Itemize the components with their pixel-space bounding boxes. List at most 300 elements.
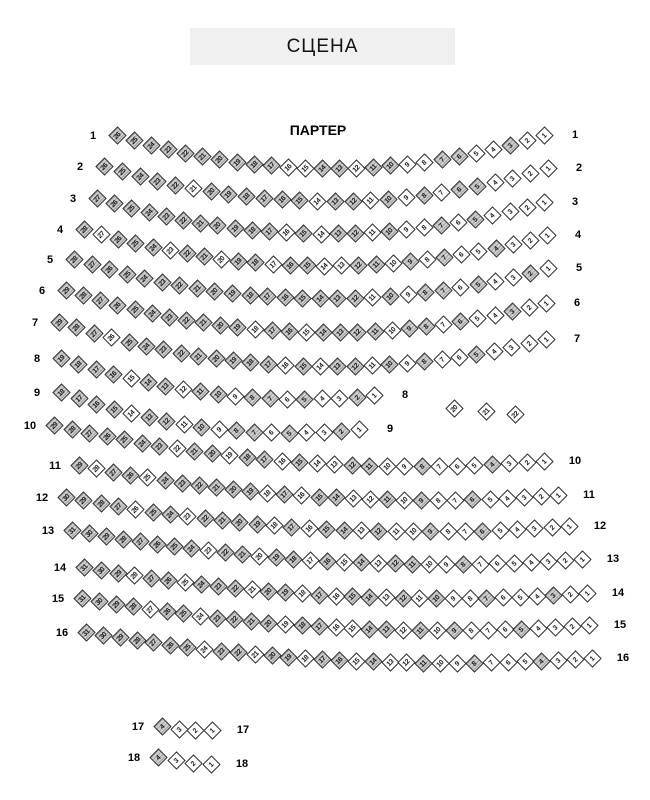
seat-row5-n2[interactable] <box>521 264 539 282</box>
seat-row14-n30[interactable] <box>92 561 110 579</box>
seat-row5-n26[interactable] <box>100 260 118 278</box>
seat-row12-n29[interactable] <box>74 491 92 509</box>
seat-row14-n7[interactable] <box>477 589 495 607</box>
seat-row10-n16[interactable] <box>273 452 291 470</box>
seat-row2-n15[interactable] <box>290 191 308 209</box>
seat-row13-n27[interactable] <box>131 532 149 550</box>
seat-row7-n25[interactable] <box>120 333 138 351</box>
seat-row14-n17[interactable] <box>310 586 328 604</box>
seat-row12-n18[interactable] <box>265 516 283 534</box>
seat-row2-n14[interactable] <box>308 192 326 210</box>
seat-row10-n9[interactable] <box>395 457 413 475</box>
seat-row11-n9[interactable] <box>412 491 430 509</box>
seat-row3-n22[interactable] <box>174 211 192 229</box>
seat-row1-n23[interactable] <box>159 140 177 158</box>
seat-row4-n3[interactable] <box>504 235 522 253</box>
seat-row15-n26[interactable] <box>158 602 176 620</box>
seat-row12-n7[interactable] <box>456 522 474 540</box>
seat-row1-n18[interactable] <box>245 155 263 173</box>
seat-row2-n2[interactable] <box>521 164 539 182</box>
seat-row6-n17[interactable] <box>263 321 281 339</box>
seat-row1-n12[interactable] <box>347 159 365 177</box>
seat-row1-n14[interactable] <box>313 159 331 177</box>
seat-row13-n9[interactable] <box>437 555 455 573</box>
seat-row14-n19[interactable] <box>276 583 294 601</box>
seat-row11-n12[interactable] <box>361 490 379 508</box>
seat-row1-n16[interactable] <box>279 158 297 176</box>
seat-row18-n4[interactable] <box>149 748 167 766</box>
seat-row18-n3[interactable] <box>167 751 185 769</box>
seat-row1-n10[interactable] <box>381 156 399 174</box>
seat-row1-n15[interactable] <box>296 159 314 177</box>
seat-row15-n12[interactable] <box>394 621 412 639</box>
seat-row6-n28[interactable] <box>74 286 92 304</box>
seat-row5-n18[interactable] <box>241 286 259 304</box>
seat-row14-n28[interactable] <box>125 566 143 584</box>
seat-row4-n18[interactable] <box>246 253 264 271</box>
seat-row16-n4[interactable] <box>532 652 550 670</box>
seat-row12-n23[interactable] <box>178 507 196 525</box>
seat-row5-n17[interactable] <box>258 287 276 305</box>
seat-row12-n25[interactable] <box>144 503 162 521</box>
seat-row16-n30[interactable] <box>94 626 112 644</box>
seat-row1-n24[interactable] <box>142 136 160 154</box>
seat-row5-n14[interactable] <box>311 289 329 307</box>
seat-row11-n15[interactable] <box>310 488 328 506</box>
seat-row1-n3[interactable] <box>501 136 519 154</box>
seat-row13-n3[interactable] <box>539 552 557 570</box>
seat-row6-n20[interactable] <box>211 316 229 334</box>
seat-row16-n12[interactable] <box>397 653 415 671</box>
seat-row14-n25[interactable] <box>176 573 194 591</box>
seat-row15-n3[interactable] <box>546 618 564 636</box>
seat-row11-n2[interactable] <box>532 487 550 505</box>
seat-row3-n21[interactable] <box>191 214 209 232</box>
seat-row4-n2[interactable] <box>521 231 539 249</box>
seat-row4-n11[interactable] <box>367 255 385 273</box>
seat-row10-n21[interactable] <box>185 442 203 460</box>
seat-row14-n2[interactable] <box>561 585 579 603</box>
seat-row2-n6[interactable] <box>450 180 468 198</box>
seat-row15-n18[interactable] <box>293 616 311 634</box>
seat-row3-n1[interactable] <box>535 193 553 211</box>
seat-row8-n1[interactable] <box>365 386 383 404</box>
seat-row13-n13[interactable] <box>369 554 387 572</box>
seat-row9-n6[interactable] <box>262 423 280 441</box>
seat-row1-n25[interactable] <box>125 131 143 149</box>
seat-row12-n10[interactable] <box>404 522 422 540</box>
seat-row8-n3[interactable] <box>330 389 348 407</box>
seat-row16-n10[interactable] <box>431 654 449 672</box>
seat-row4-n17[interactable] <box>264 255 282 273</box>
seat-row14-n5[interactable] <box>511 588 529 606</box>
seat-row12-n6[interactable] <box>473 522 491 540</box>
seat-row2-n25[interactable] <box>113 162 131 180</box>
seat-row10-n2[interactable] <box>518 453 536 471</box>
seat-row10-n17[interactable] <box>255 450 273 468</box>
seat-row16-n20[interactable] <box>263 646 281 664</box>
seat-row3-n2[interactable] <box>518 198 536 216</box>
seat-row16-n14[interactable] <box>364 652 382 670</box>
seat-row11-n26[interactable] <box>121 466 139 484</box>
seat-row3-n5[interactable] <box>466 210 484 228</box>
seat-row3-n24[interactable] <box>140 203 158 221</box>
seat-row15-n14[interactable] <box>360 620 378 638</box>
seat-row15-n27[interactable] <box>141 600 159 618</box>
seat-row13-n7[interactable] <box>471 555 489 573</box>
seat-row10-n23[interactable] <box>150 437 168 455</box>
seat-row11-n21[interactable] <box>207 478 225 496</box>
seat-row8-n13[interactable] <box>156 377 174 395</box>
seat-row11-n5[interactable] <box>481 490 499 508</box>
seat-row12-n1[interactable] <box>560 517 578 535</box>
seat-row8-n10[interactable] <box>209 385 227 403</box>
seat-row6-n13[interactable] <box>331 323 349 341</box>
seat-row5-n11[interactable] <box>363 288 381 306</box>
seat-row3-n20[interactable] <box>208 216 226 234</box>
seat-row6-n22[interactable] <box>177 311 195 329</box>
seat-row13-n12[interactable] <box>386 554 404 572</box>
seat-row5-n4[interactable] <box>486 272 504 290</box>
seat-row3-n8[interactable] <box>415 218 433 236</box>
seat-row7-n28[interactable] <box>67 318 85 336</box>
seat-row9-n18[interactable] <box>52 383 70 401</box>
seat-row11-n23[interactable] <box>173 474 191 492</box>
seat-row11-n8[interactable] <box>429 491 447 509</box>
seat-row13-n15[interactable] <box>335 553 353 571</box>
seat-row8-n19[interactable] <box>52 349 70 367</box>
seat-row11-n28[interactable] <box>87 459 105 477</box>
seat-row4-n8[interactable] <box>418 250 436 268</box>
seat-row15-n15[interactable] <box>343 619 361 637</box>
seat-row13-n25[interactable] <box>165 537 183 555</box>
seat-row7-n16[interactable] <box>276 356 294 374</box>
seat-row4-n28[interactable] <box>75 220 93 238</box>
seat-row2-n16[interactable] <box>273 190 291 208</box>
seat-row15-n22[interactable] <box>225 610 243 628</box>
seat-row4-n7[interactable] <box>435 248 453 266</box>
seat-row11-n10[interactable] <box>395 491 413 509</box>
seat-row9-n5[interactable] <box>280 424 298 442</box>
seat-row12-n9[interactable] <box>421 522 439 540</box>
seat-row18-n1[interactable] <box>202 755 220 773</box>
seat-row14-n22[interactable] <box>226 579 244 597</box>
seat-row8-n11[interactable] <box>191 382 209 400</box>
seat-row11-n17[interactable] <box>275 485 293 503</box>
seat-row5-n8[interactable] <box>416 283 434 301</box>
seat-row3-n10[interactable] <box>380 222 398 240</box>
seat-row11-n25[interactable] <box>138 468 156 486</box>
seat-row6-n16[interactable] <box>280 322 298 340</box>
seat-row13-n17[interactable] <box>301 551 319 569</box>
seat-row12-n2[interactable] <box>543 518 561 536</box>
seat-row12-n17[interactable] <box>282 518 300 536</box>
seat-row7-n2[interactable] <box>520 334 538 352</box>
seat-row12-n28[interactable] <box>92 494 110 512</box>
seat-row7-n23[interactable] <box>154 340 172 358</box>
seat-row13-n19[interactable] <box>267 548 285 566</box>
seat-row3-n15[interactable] <box>294 224 312 242</box>
seat-row4-n13[interactable] <box>332 256 350 274</box>
seat-row15-n29[interactable] <box>107 595 125 613</box>
seat-row3-n23[interactable] <box>157 207 175 225</box>
seat-row11-n11[interactable] <box>378 490 396 508</box>
seat-row15-n17[interactable] <box>310 617 328 635</box>
seat-row3-n19[interactable] <box>226 219 244 237</box>
seat-row4-n23[interactable] <box>161 241 179 259</box>
seat-row13-n5[interactable] <box>505 554 523 572</box>
seat-row8-n17[interactable] <box>87 360 105 378</box>
seat-row6-n21[interactable] <box>194 313 212 331</box>
seat-row5-n3[interactable] <box>504 268 522 286</box>
seat-row2-n13[interactable] <box>326 192 344 210</box>
seat-row15-n23[interactable] <box>208 609 226 627</box>
seat-row5-n21[interactable] <box>188 279 206 297</box>
seat-row10-n26[interactable] <box>98 427 116 445</box>
seat-row11-n7[interactable] <box>446 491 464 509</box>
seat-row8-n21[interactable] <box>477 402 495 420</box>
seat-row10-n22[interactable] <box>168 439 186 457</box>
seat-row11-n22[interactable] <box>190 476 208 494</box>
seat-row10-n25[interactable] <box>115 430 133 448</box>
seat-row7-n6[interactable] <box>450 348 468 366</box>
seat-row7-n29[interactable] <box>50 313 68 331</box>
seat-row11-n6[interactable] <box>463 490 481 508</box>
seat-row1-n22[interactable] <box>176 144 194 162</box>
seat-row16-n18[interactable] <box>296 649 314 667</box>
seat-row17-n2[interactable] <box>186 721 204 739</box>
seat-row13-n21[interactable] <box>233 545 251 563</box>
seat-row4-n26[interactable] <box>109 230 127 248</box>
seat-row7-n19[interactable] <box>224 351 242 369</box>
seat-row7-n12[interactable] <box>346 357 364 375</box>
seat-row16-n16[interactable] <box>330 651 348 669</box>
seat-row14-n11[interactable] <box>410 589 428 607</box>
seat-row9-n12[interactable] <box>157 412 175 430</box>
seat-row4-n25[interactable] <box>126 234 144 252</box>
seat-row12-n19[interactable] <box>248 515 266 533</box>
seat-row6-n25[interactable] <box>126 300 144 318</box>
seat-row5-n16[interactable] <box>276 288 294 306</box>
seat-row3-n17[interactable] <box>260 222 278 240</box>
seat-row12-n30[interactable] <box>57 488 75 506</box>
seat-row4-n19[interactable] <box>229 252 247 270</box>
seat-row14-n20[interactable] <box>259 582 277 600</box>
seat-row1-n13[interactable] <box>330 159 348 177</box>
seat-row8-n16[interactable] <box>104 365 122 383</box>
seat-row9-n11[interactable] <box>175 415 193 433</box>
seat-row16-n2[interactable] <box>566 650 584 668</box>
seat-row4-n10[interactable] <box>384 254 402 272</box>
seat-row8-n6[interactable] <box>278 390 296 408</box>
seat-row8-n8[interactable] <box>243 388 261 406</box>
seat-row6-n12[interactable] <box>348 323 366 341</box>
seat-row10-n19[interactable] <box>220 446 238 464</box>
seat-row13-n29[interactable] <box>97 527 115 545</box>
seat-row4-n14[interactable] <box>315 257 333 275</box>
seat-row12-n4[interactable] <box>508 520 526 538</box>
seat-row1-n1[interactable] <box>535 126 553 144</box>
seat-row1-n17[interactable] <box>262 156 280 174</box>
seat-row2-n18[interactable] <box>237 187 255 205</box>
seat-row12-n5[interactable] <box>491 521 509 539</box>
seat-row8-n14[interactable] <box>139 373 157 391</box>
seat-row14-n18[interactable] <box>293 584 311 602</box>
seat-row5-n7[interactable] <box>434 281 452 299</box>
seat-row14-n27[interactable] <box>142 569 160 587</box>
seat-row6-n23[interactable] <box>160 308 178 326</box>
seat-row6-n5[interactable] <box>468 309 486 327</box>
seat-row11-n13[interactable] <box>344 489 362 507</box>
seat-row15-n24[interactable] <box>191 607 209 625</box>
seat-row14-n14[interactable] <box>360 588 378 606</box>
seat-row2-n1[interactable] <box>539 159 557 177</box>
seat-row11-n24[interactable] <box>156 471 174 489</box>
seat-row8-n12[interactable] <box>174 380 192 398</box>
seat-row3-n14[interactable] <box>312 225 330 243</box>
seat-row14-n29[interactable] <box>109 564 127 582</box>
seat-row15-n28[interactable] <box>124 597 142 615</box>
seat-row2-n9[interactable] <box>397 188 415 206</box>
seat-row14-n26[interactable] <box>159 571 177 589</box>
seat-row12-n13[interactable] <box>352 521 370 539</box>
seat-row11-n16[interactable] <box>292 486 310 504</box>
seat-row13-n30[interactable] <box>80 524 98 542</box>
seat-row6-n9[interactable] <box>400 319 418 337</box>
seat-row10-n11[interactable] <box>360 457 378 475</box>
seat-row13-n6[interactable] <box>488 554 506 572</box>
seat-row16-n6[interactable] <box>499 653 517 671</box>
seat-row5-n24[interactable] <box>135 269 153 287</box>
seat-row11-n4[interactable] <box>498 489 516 507</box>
seat-row11-n18[interactable] <box>258 484 276 502</box>
seat-row14-n1[interactable] <box>578 584 596 602</box>
seat-row8-n18[interactable] <box>69 355 87 373</box>
seat-row2-n12[interactable] <box>344 192 362 210</box>
seat-row17-n1[interactable] <box>203 721 221 739</box>
seat-row4-n12[interactable] <box>349 256 367 274</box>
seat-row2-n26[interactable] <box>95 157 113 175</box>
seat-row16-n21[interactable] <box>246 645 264 663</box>
seat-row13-n24[interactable] <box>182 539 200 557</box>
seat-row12-n12[interactable] <box>369 522 387 540</box>
seat-row15-n13[interactable] <box>377 620 395 638</box>
seat-row12-n20[interactable] <box>230 513 248 531</box>
seat-row4-n9[interactable] <box>401 252 419 270</box>
seat-row9-n8[interactable] <box>227 421 245 439</box>
seat-row1-n11[interactable] <box>364 158 382 176</box>
seat-row14-n10[interactable] <box>427 589 445 607</box>
seat-row7-n15[interactable] <box>294 357 312 375</box>
seat-row8-n15[interactable] <box>122 369 140 387</box>
seat-row3-n25[interactable] <box>122 199 140 217</box>
seat-row8-n9[interactable] <box>226 387 244 405</box>
seat-row5-n13[interactable] <box>328 289 346 307</box>
seat-row18-n2[interactable] <box>184 754 202 772</box>
seat-row14-n15[interactable] <box>343 587 361 605</box>
seat-row16-n1[interactable] <box>583 649 601 667</box>
seat-row14-n31[interactable] <box>75 558 93 576</box>
seat-row4-n27[interactable] <box>92 225 110 243</box>
seat-row14-n4[interactable] <box>528 587 546 605</box>
seat-row11-n3[interactable] <box>515 488 533 506</box>
seat-row7-n4[interactable] <box>485 342 503 360</box>
seat-row12-n8[interactable] <box>439 522 457 540</box>
seat-row10-n18[interactable] <box>238 448 256 466</box>
seat-row1-n26[interactable] <box>108 126 126 144</box>
seat-row3-n26[interactable] <box>105 194 123 212</box>
seat-row12-n16[interactable] <box>300 519 318 537</box>
seat-row4-n6[interactable] <box>452 245 470 263</box>
seat-row15-n1[interactable] <box>580 616 598 634</box>
seat-row10-n14[interactable] <box>308 454 326 472</box>
seat-row10-n1[interactable] <box>535 452 553 470</box>
seat-row12-n15[interactable] <box>317 520 335 538</box>
seat-row9-n1[interactable] <box>350 420 368 438</box>
seat-row8-n22[interactable] <box>506 405 524 423</box>
seat-row1-n5[interactable] <box>467 144 485 162</box>
seat-row15-n5[interactable] <box>512 620 530 638</box>
seat-row12-n26[interactable] <box>126 500 144 518</box>
seat-row6-n11[interactable] <box>366 322 384 340</box>
seat-row13-n20[interactable] <box>250 547 268 565</box>
seat-row9-n7[interactable] <box>245 423 263 441</box>
seat-row7-n20[interactable] <box>207 349 225 367</box>
seat-row12-n27[interactable] <box>109 497 127 515</box>
seat-row4-n4[interactable] <box>487 239 505 257</box>
seat-row3-n6[interactable] <box>449 213 467 231</box>
seat-row8-n5[interactable] <box>295 390 313 408</box>
seat-row7-n24[interactable] <box>137 337 155 355</box>
seat-row6-n15[interactable] <box>297 323 315 341</box>
seat-row5-n28[interactable] <box>65 250 83 268</box>
seat-row15-n19[interactable] <box>276 615 294 633</box>
seat-row16-n26[interactable] <box>161 636 179 654</box>
seat-row12-n14[interactable] <box>335 521 353 539</box>
seat-row10-n6[interactable] <box>448 457 466 475</box>
seat-row14-n13[interactable] <box>377 588 395 606</box>
seat-row7-n21[interactable] <box>189 347 207 365</box>
seat-row10-n24[interactable] <box>133 434 151 452</box>
seat-row1-n4[interactable] <box>484 140 502 158</box>
seat-row2-n20[interactable] <box>202 182 220 200</box>
seat-row15-n10[interactable] <box>428 621 446 639</box>
seat-row6-n2[interactable] <box>520 298 538 316</box>
seat-row7-n26[interactable] <box>102 328 120 346</box>
seat-row6-n10[interactable] <box>383 321 401 339</box>
seat-row6-n7[interactable] <box>434 315 452 333</box>
seat-row4-n16[interactable] <box>281 256 299 274</box>
seat-row9-n16[interactable] <box>87 395 105 413</box>
seat-row13-n16[interactable] <box>318 552 336 570</box>
seat-row13-n14[interactable] <box>352 553 370 571</box>
seat-row2-n24[interactable] <box>131 167 149 185</box>
seat-row16-n25[interactable] <box>178 638 196 656</box>
seat-row4-n15[interactable] <box>298 256 316 274</box>
seat-row15-n30[interactable] <box>90 592 108 610</box>
seat-row6-n19[interactable] <box>228 318 246 336</box>
seat-row11-n19[interactable] <box>241 482 259 500</box>
seat-row15-n9[interactable] <box>445 621 463 639</box>
seat-row7-n7[interactable] <box>433 350 451 368</box>
seat-row1-n2[interactable] <box>518 131 536 149</box>
seat-row7-n8[interactable] <box>415 352 433 370</box>
seat-row9-n2[interactable] <box>332 422 350 440</box>
seat-row10-n28[interactable] <box>63 420 81 438</box>
seat-row10-n13[interactable] <box>325 455 343 473</box>
seat-row15-n31[interactable] <box>73 589 91 607</box>
seat-row17-n4[interactable] <box>153 717 171 735</box>
